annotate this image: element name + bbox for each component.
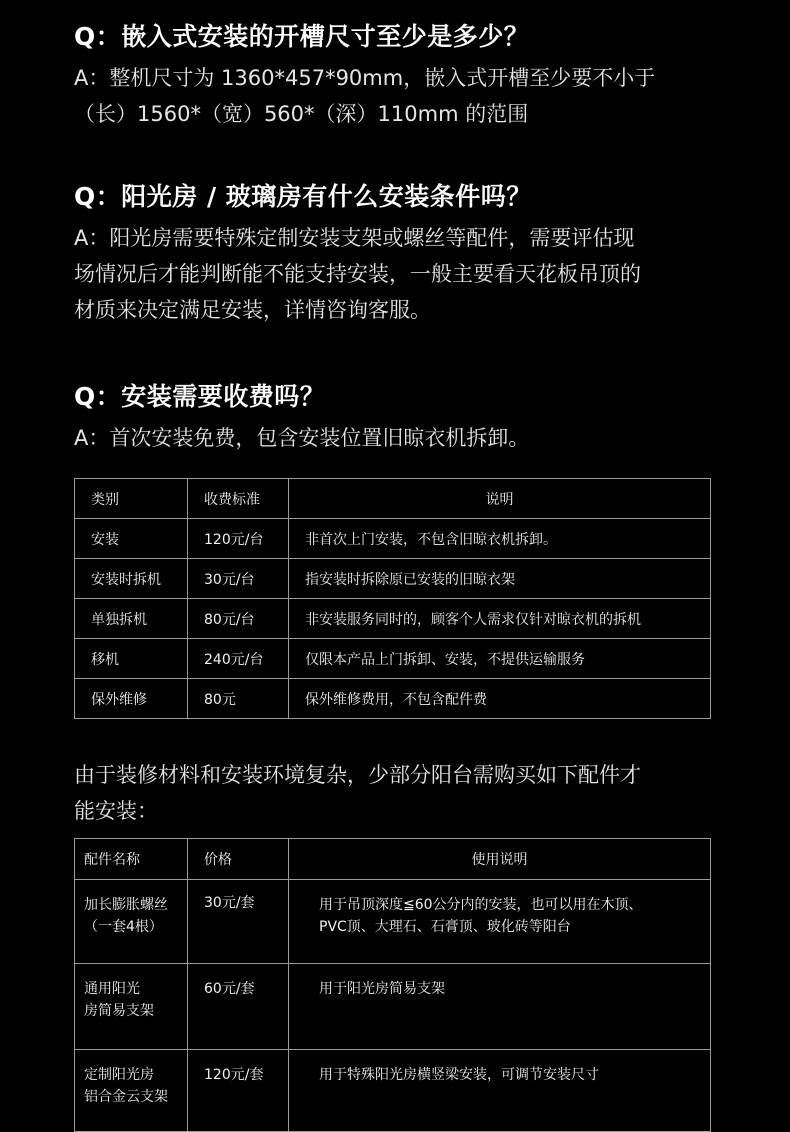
table-cell: 80元 — [188, 679, 289, 719]
faq-item-slot-size — [74, 20, 724, 132]
table-cell: 30元/台 — [188, 559, 289, 599]
table-cell: 240元/台 — [188, 639, 289, 679]
accessory-note — [74, 757, 724, 829]
faq-answer — [74, 60, 724, 132]
table-cell: 仅限本产品上门拆卸、安装，不提供运输服务 — [289, 639, 711, 679]
table-header-row — [75, 479, 711, 519]
table-cell: 保外维修费用，不包含配件费 — [289, 679, 711, 719]
faq-question: Q：安装需要收费吗？ — [74, 382, 326, 411]
cell-line: 加长膨胀螺丝 — [84, 897, 168, 913]
table-header-row — [75, 839, 711, 880]
table-cell — [289, 964, 711, 1050]
faq-answer-line: A：首次安装免费，包含安装位置旧晾衣机拆卸。 — [74, 426, 530, 450]
table-cell — [289, 880, 711, 964]
table-row — [75, 964, 711, 1050]
table-header-cell: 价格 — [188, 839, 289, 880]
faq-answer — [74, 420, 724, 456]
table-cell: 非安装服务同时的，顾客个人需求仅针对晾衣机的拆机 — [289, 599, 711, 639]
table-cell — [289, 1050, 711, 1132]
table-cell: 移机 — [75, 639, 188, 679]
faq-item-fees — [74, 380, 724, 456]
cell-line: PVC顶、大理石、石膏顶、玻化砖等阳台 — [319, 919, 571, 935]
table-cell: 60元/套 — [188, 964, 289, 1050]
table-cell: 单独拆机 — [75, 599, 188, 639]
table-cell: 安装时拆机 — [75, 559, 188, 599]
table-cell — [75, 1050, 188, 1132]
table-row — [75, 519, 711, 559]
faq-question: Q：嵌入式安装的开槽尺寸至少是多少？ — [74, 22, 530, 51]
table-cell: 120元/台 — [188, 519, 289, 559]
table-row — [75, 679, 711, 719]
table-row — [75, 559, 711, 599]
table-cell: 非首次上门安装，不包含旧晾衣机拆卸。 — [289, 519, 711, 559]
cell-line: 通用阳光 — [84, 981, 140, 997]
accessory-note-line: 能安装： — [74, 799, 158, 823]
fee-table — [74, 478, 711, 719]
table-cell: 安装 — [75, 519, 188, 559]
table-header-cell: 使用说明 — [289, 839, 711, 880]
faq-answer-line: （长）1560*（宽）560*（深）110mm 的范围 — [74, 102, 529, 126]
table-cell: 80元/台 — [188, 599, 289, 639]
cell-line: 铝合金云支架 — [84, 1089, 168, 1105]
cell-line: （一套4根） — [84, 919, 163, 935]
faq-answer-line: 材质来决定满足安装，详情咨询客服。 — [74, 298, 431, 322]
cell-line: 用于阳光房简易支架 — [319, 981, 445, 997]
accessory-table — [74, 838, 711, 1132]
table-header-cell: 配件名称 — [75, 839, 188, 880]
table-cell: 保外维修 — [75, 679, 188, 719]
table-cell — [75, 964, 188, 1050]
table-cell: 120元/套 — [188, 1050, 289, 1132]
accessory-note-line: 由于装修材料和安装环境复杂，少部分阳台需购买如下配件才 — [74, 763, 641, 787]
table-cell: 指安装时拆除原已安装的旧晾衣架 — [289, 559, 711, 599]
table-row — [75, 880, 711, 964]
faq-answer-line: 场情况后才能判断能不能支持安装，一般主要看天花板吊顶的 — [74, 262, 641, 286]
faq-answer-line: A：阳光房需要特殊定制安装支架或螺丝等配件，需要评估现 — [74, 226, 635, 250]
table-header-cell: 说明 — [289, 479, 711, 519]
faq-answer — [74, 220, 724, 328]
cell-line: 定制阳光房 — [84, 1067, 154, 1083]
faq-question: Q：阳光房 / 玻璃房有什么安装条件吗？ — [74, 182, 532, 211]
table-row — [75, 639, 711, 679]
table-cell — [75, 880, 188, 964]
cell-line: 房简易支架 — [84, 1003, 154, 1019]
cell-line: 用于吊顶深度≦60公分内的安装，也可以用在木顶、 — [319, 897, 643, 913]
faq-item-sunroom — [74, 180, 724, 328]
table-row — [75, 1050, 711, 1132]
table-header-cell: 收费标准 — [188, 479, 289, 519]
cell-line: 用于特殊阳光房横竖梁安装，可调节安装尺寸 — [319, 1067, 599, 1083]
table-cell: 30元/套 — [188, 880, 289, 964]
faq-answer-line: A：整机尺寸为 1360*457*90mm，嵌入式开槽至少要不小于 — [74, 66, 656, 90]
table-header-cell: 类别 — [75, 479, 188, 519]
table-row — [75, 599, 711, 639]
